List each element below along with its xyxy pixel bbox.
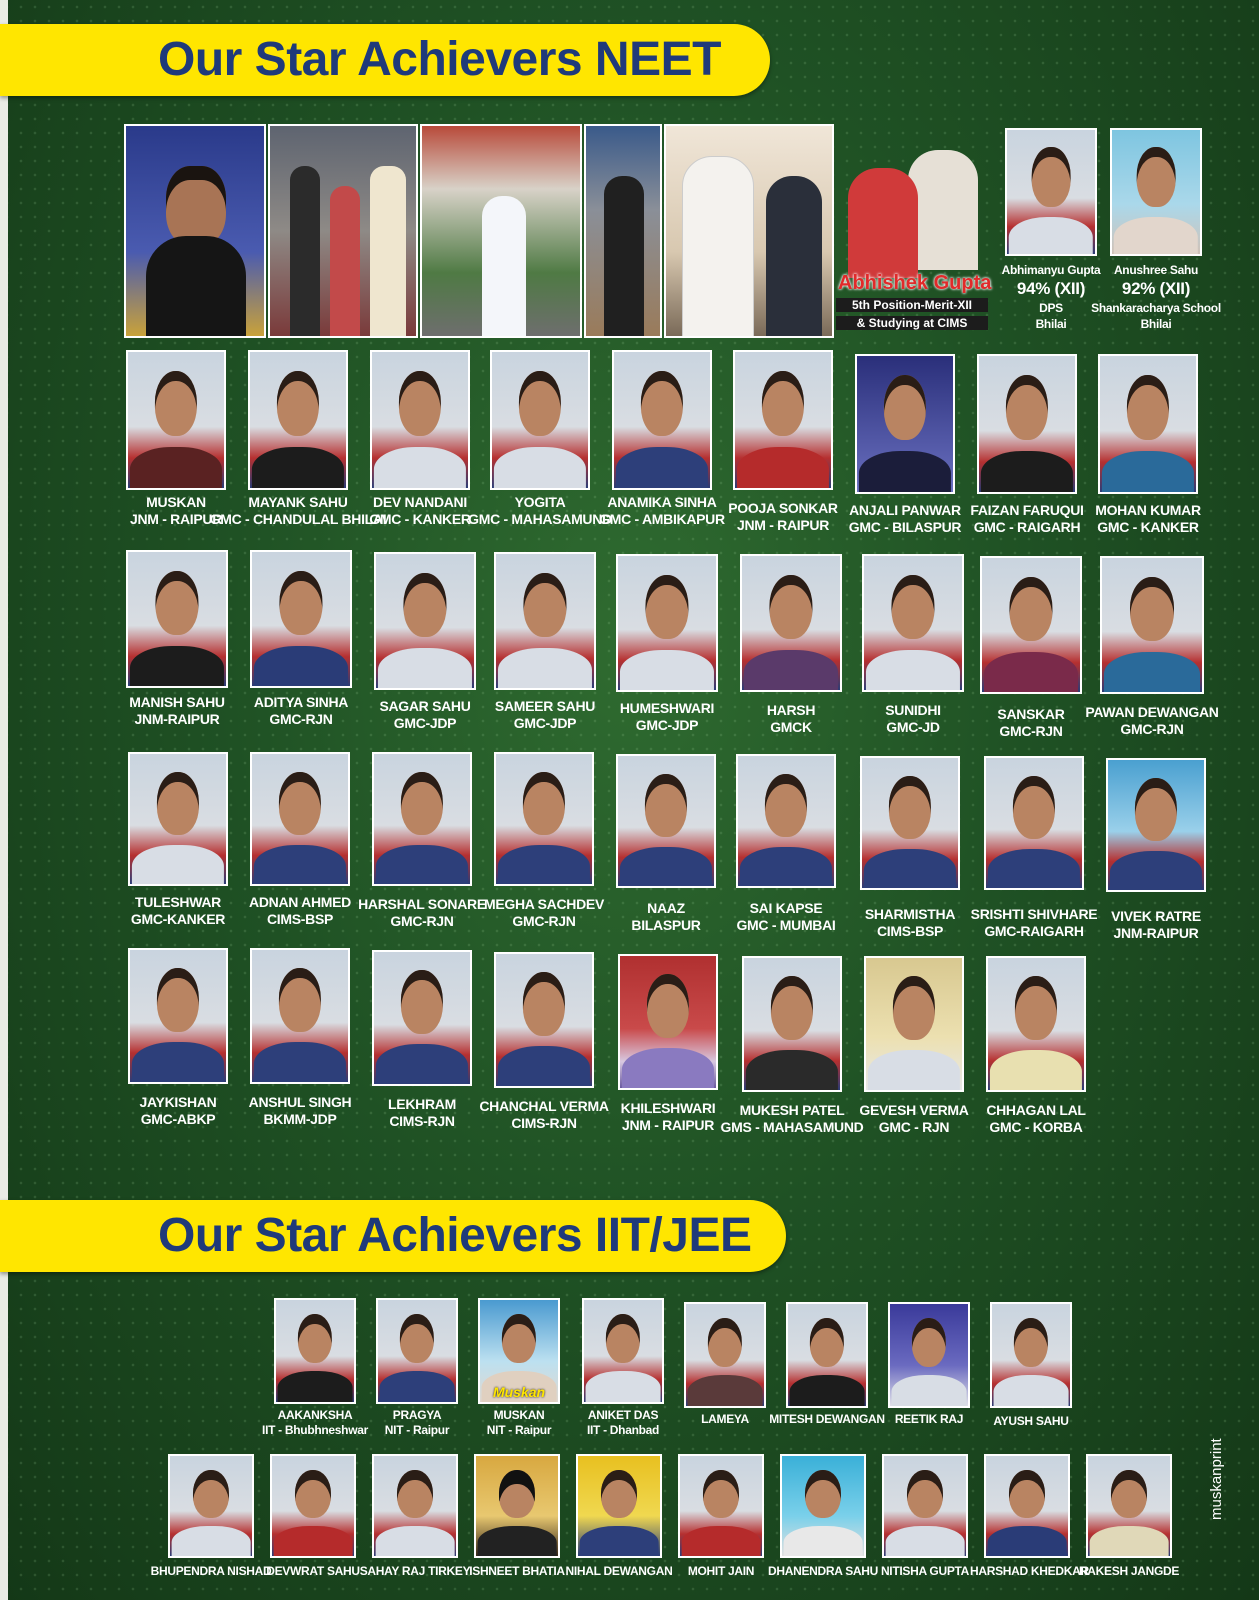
achiever-college: GMC - RJN	[878, 1119, 950, 1135]
achiever-name: AYUSH SAHU	[993, 1414, 1069, 1428]
achiever-college: GMC-RJN	[269, 711, 333, 727]
achiever-college: GMC-JDP	[635, 717, 699, 733]
achiever-college: GMC-ABKP	[140, 1111, 216, 1127]
achiever-college: NIT - Raipur	[384, 1423, 450, 1437]
achiever-name: CHHAGAN LAL	[986, 1102, 1086, 1118]
achiever-name: HARSH	[766, 702, 816, 718]
achiever-name: ADNAN AHMED	[249, 894, 351, 910]
achiever-name: GEVESH VERMA	[859, 1102, 969, 1118]
achiever-name: KHILESHWARI	[620, 1100, 716, 1116]
abhishek-line2: & Studying at CIMS	[836, 316, 988, 330]
achiever-college: GMC - KORBA	[989, 1119, 1083, 1135]
caption: Abhimanyu Gupta 94% (XII) DPS Bhilai	[1001, 263, 1101, 331]
achiever-name: MITESH DEWANGAN	[769, 1412, 885, 1426]
guest-figure	[682, 156, 754, 338]
achiever-name: RAKESH JANGDE	[1078, 1564, 1180, 1578]
achiever-name: MOHIT JAIN	[687, 1564, 755, 1578]
achiever-college: GMC - CHANDULAL BHILAI	[209, 511, 387, 527]
student-figure	[604, 176, 644, 338]
achiever-name: LAMEYA	[701, 1412, 749, 1426]
achiever-name: ISHNEET BHATIA	[469, 1564, 565, 1578]
graduate-gown	[146, 236, 246, 336]
graduation-photo	[124, 124, 266, 338]
achiever-college: BILASPUR	[631, 917, 701, 933]
achiever-name: FAIZAN FARUQUI	[970, 502, 1084, 518]
achiever-name: ANAMIKA SINHA	[607, 494, 717, 510]
achiever-name: SAHAY RAJ TIRKEY	[359, 1564, 471, 1578]
abhishek-name: Abhishek Gupta	[838, 272, 992, 294]
achiever-name: PRAGYA	[392, 1408, 442, 1422]
achiever-college: JNM - RAIPUR	[129, 511, 223, 527]
achiever-college: GMC - MAHASAMUND	[468, 511, 612, 527]
achiever-name: NITISHA GUPTA	[880, 1564, 970, 1578]
achiever-name: MEGHA SACHDEV	[483, 896, 605, 912]
achiever-name: MUSKAN	[146, 494, 206, 510]
achiever-name: NIHAL DEWANGAN	[565, 1564, 673, 1578]
achiever-name: SUNIDHI	[885, 702, 941, 718]
achiever-name: SAI KAPSE	[749, 900, 823, 916]
achiever-name: PAWAN DEWANGAN	[1085, 704, 1219, 720]
achiever-college: JNM-RAIPUR	[134, 711, 220, 727]
achiever-name: ANSHUL SINGH	[248, 1094, 352, 1110]
achiever-name: YOGITA	[514, 494, 566, 510]
achiever-name: MUSKAN	[493, 1408, 545, 1422]
achiever-name: HARSHAL SONARE	[358, 896, 486, 912]
achiever-name: MAYANK SAHU	[248, 494, 348, 510]
achiever-college: CIMS-BSP	[876, 923, 944, 939]
achiever-name: DEVWRAT SAHU	[266, 1564, 360, 1578]
achiever-college: JNM - RAIPUR	[736, 517, 830, 533]
achiever-name: VIVEK RATRE	[1111, 908, 1201, 924]
achiever-college: GMC - KANKER	[369, 511, 471, 527]
achiever-name: SAMEER SAHU	[494, 698, 596, 714]
student-girl-figure	[766, 176, 822, 338]
achiever-college: IIT - Dhanbad	[586, 1423, 660, 1437]
jee-title: Our Star Achievers IIT/JEE	[158, 1209, 752, 1262]
achiever-college: GMC-JDP	[513, 715, 577, 731]
achiever-college: GMC-RJN	[512, 913, 576, 929]
achiever-college: GMS - MAHASAMUND	[720, 1119, 864, 1135]
brand-mark: muskanprint	[1208, 1438, 1225, 1520]
felicitation-photo	[664, 124, 834, 338]
achiever-college: GMC-JDP	[393, 715, 457, 731]
photo	[1005, 128, 1097, 256]
person-left	[290, 166, 320, 336]
achiever-name: AAKANKSHA	[277, 1408, 353, 1422]
abhishek-line1: 5th Position-Merit-XII	[836, 298, 988, 312]
achiever-name: LEKHRAM	[388, 1096, 456, 1112]
achiever-college: BKMM-JDP	[263, 1111, 337, 1127]
achiever-college: GMC-RAIGARH	[984, 923, 1084, 939]
achiever-name: DEV NANDANI	[373, 494, 467, 510]
achiever-name: POOJA SONKAR	[728, 500, 838, 516]
achiever-college: GMCK	[770, 719, 812, 735]
achiever-college: GMC - RAIGARH	[973, 519, 1081, 535]
neet-title: Our Star Achievers NEET	[158, 33, 721, 86]
jee-banner	[0, 1200, 786, 1272]
achiever-name: HUMESHWARI	[619, 700, 715, 716]
page-edge	[0, 0, 8, 1600]
achiever-name: ANJALI PANWAR	[849, 502, 961, 518]
chandulal-photo	[584, 124, 662, 338]
achiever-college: GMC-RJN	[1120, 721, 1184, 737]
achiever-college: JNM-RAIPUR	[1113, 925, 1199, 941]
achiever-college: CIMS-RJN	[389, 1113, 455, 1129]
achiever-college: GMC-RJN	[390, 913, 454, 929]
achiever-name: SANSKAR	[997, 706, 1065, 722]
photo	[1110, 128, 1202, 256]
achiever-name: TULESHWAR	[135, 894, 221, 910]
person-right	[370, 166, 406, 336]
achiever-name: ANIKET DAS	[587, 1408, 659, 1422]
achiever-name: DHANENDRA SAHU	[767, 1564, 879, 1578]
achiever-college: GMC-RJN	[999, 723, 1063, 739]
achiever-college: NIT - Raipur	[486, 1423, 552, 1437]
achiever-name: MUKESH PATEL	[739, 1102, 845, 1118]
achiever-college: CIMS-RJN	[511, 1115, 577, 1131]
achiever-college: GMC-JD	[886, 719, 940, 735]
achiever-name: BHUPENDRA NISHAD	[150, 1564, 272, 1578]
achiever-name: MOHAN KUMAR	[1095, 502, 1201, 518]
achiever-name: SAGAR SAHU	[379, 698, 471, 714]
graduate-figure	[166, 166, 226, 246]
achiever-name: ADITYA SINHA	[253, 694, 349, 710]
achiever-name: CHANCHAL VERMA	[479, 1098, 609, 1114]
achiever-college: GMC - AMBIKAPUR	[599, 511, 725, 527]
abhishek-figure	[848, 168, 918, 278]
person-center	[330, 186, 360, 336]
achiever-college: CIMS-BSP	[266, 911, 334, 927]
achiever-college: GMC - MUMBAI	[736, 917, 836, 933]
achiever-college: IIT - Bhubhneshwar	[262, 1423, 368, 1437]
award-photo	[268, 124, 418, 338]
achiever-name: NAAZ	[647, 900, 685, 916]
college-photo	[420, 124, 582, 338]
achiever-college: JNM - RAIPUR	[621, 1117, 715, 1133]
achiever-name: HARSHAD KHEDKAR	[970, 1564, 1089, 1578]
abhishek-guest	[908, 150, 978, 270]
caption: Anushree Sahu 92% (XII) Shankaracharya School Bhilai	[1091, 263, 1221, 331]
achiever-college: GMC - BILASPUR	[848, 519, 962, 535]
achiever-name: SHARMISTHA	[864, 906, 956, 922]
achiever-name: SRISHTI SHIVHARE	[970, 906, 1098, 922]
neet-banner	[0, 24, 770, 96]
doctor-figure	[482, 196, 526, 338]
achiever-college: GMC-KANKER	[130, 911, 226, 927]
achiever-name: REETIK RAJ	[894, 1412, 964, 1426]
achiever-college: GMC - KANKER	[1097, 519, 1199, 535]
photo-caption: Muskan	[492, 1384, 546, 1400]
achiever-name: MANISH SAHU	[129, 694, 225, 710]
achiever-name: JAYKISHAN	[139, 1094, 217, 1110]
